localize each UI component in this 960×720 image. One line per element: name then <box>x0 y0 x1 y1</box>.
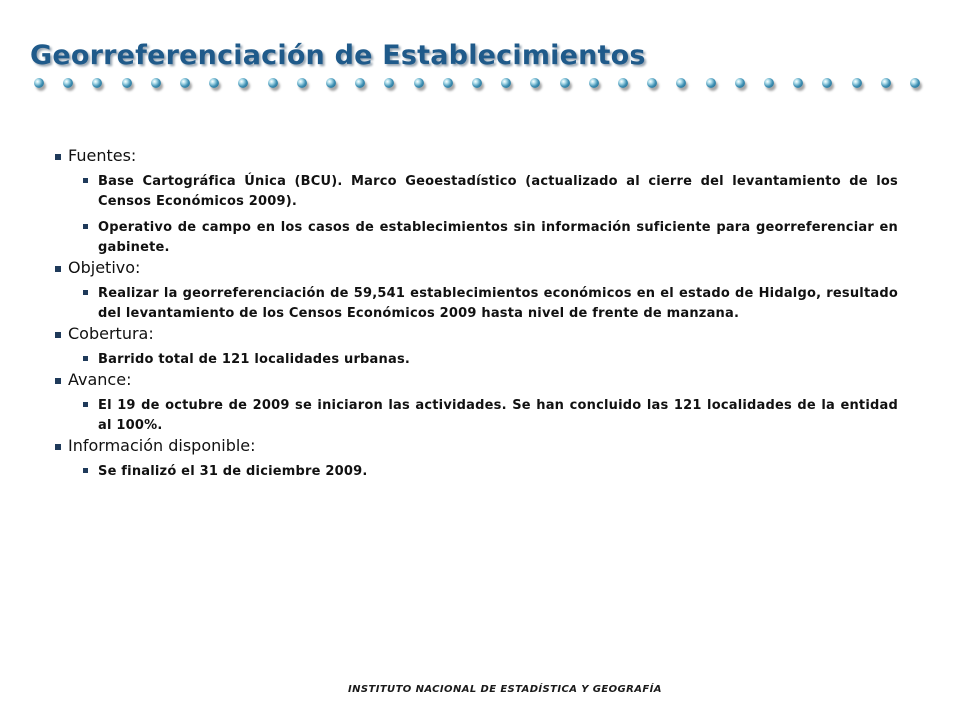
bead-dot-icon <box>122 78 132 88</box>
section-heading: Fuentes: <box>68 146 137 165</box>
section-item: Base Cartográfica Única (BCU). Marco Geoestadístico (actualizado al cierre del levantamiento de los Censos Económicos 2009). <box>98 174 898 209</box>
bead-dot-icon <box>560 78 570 88</box>
bead-dot-icon <box>881 78 891 88</box>
bead-dot-icon <box>268 78 278 88</box>
section-heading: Cobertura: <box>68 324 154 343</box>
bead-dot-icon <box>180 78 190 88</box>
square-bullet-icon <box>55 378 61 384</box>
bead-dot-icon <box>297 78 307 88</box>
square-bullet-icon <box>83 468 88 473</box>
bead-dot-icon <box>326 78 336 88</box>
section-informacion-disponible <box>55 436 898 482</box>
square-bullet-icon <box>83 290 88 295</box>
bead-dot-icon <box>384 78 394 88</box>
bead-dot-icon <box>618 78 628 88</box>
square-bullet-icon <box>55 332 61 338</box>
bead-dot-icon <box>472 78 482 88</box>
square-bullet-icon <box>83 402 88 407</box>
bead-dot-icon <box>793 78 803 88</box>
bead-dot-icon <box>209 78 219 88</box>
bead-dot-icon <box>764 78 774 88</box>
decorative-dot-line <box>34 78 934 98</box>
bead-dot-icon <box>852 78 862 88</box>
bead-dot-icon <box>910 78 920 88</box>
bead-dot-icon <box>706 78 716 88</box>
section-heading: Información disponible: <box>68 436 256 455</box>
bead-dot-icon <box>34 78 44 88</box>
section-item: Barrido total de 121 localidades urbanas. <box>98 352 411 367</box>
bead-dot-icon <box>414 78 424 88</box>
bead-dot-icon <box>151 78 161 88</box>
square-bullet-icon <box>83 224 88 229</box>
section-fuentes <box>55 146 898 258</box>
section-cobertura <box>55 324 898 370</box>
bead-dot-icon <box>647 78 657 88</box>
section-avance <box>55 370 898 436</box>
bead-dot-icon <box>589 78 599 88</box>
square-bullet-icon <box>83 178 88 183</box>
bead-dot-icon <box>735 78 745 88</box>
square-bullet-icon <box>55 444 61 450</box>
square-bullet-icon <box>55 154 61 160</box>
bead-dot-icon <box>530 78 540 88</box>
slide-title: Georreferenciación de Establecimientos <box>30 40 646 71</box>
square-bullet-icon <box>83 356 88 361</box>
bead-dot-icon <box>355 78 365 88</box>
section-item: Operativo de campo en los casos de establecimientos sin información suficiente para georreferenciar en gabinete. <box>98 220 898 255</box>
section-heading: Avance: <box>68 370 132 389</box>
section-item: El 19 de octubre de 2009 se iniciaron las actividades. Se han concluido las 121 localidades de la entidad al 100%. <box>98 398 898 433</box>
square-bullet-icon <box>55 266 61 272</box>
bead-dot-icon <box>676 78 686 88</box>
section-item: Realizar la georreferenciación de 59,541 establecimientos económicos en el estado de Hidalgo, resultado del levantamiento de los Censos Económicos 2009 hasta nivel de frente de manzana. <box>98 286 898 321</box>
slide-content <box>55 146 898 482</box>
bead-dot-icon <box>92 78 102 88</box>
bead-dot-icon <box>443 78 453 88</box>
bead-dot-icon <box>822 78 832 88</box>
section-heading: Objetivo: <box>68 258 141 277</box>
section-objetivo <box>55 258 898 324</box>
bead-dot-icon <box>63 78 73 88</box>
bead-dot-icon <box>501 78 511 88</box>
section-item: Se finalizó el 31 de diciembre 2009. <box>98 464 368 479</box>
footer-institution: INSTITUTO NACIONAL DE ESTADÍSTICA Y GEOGRAFÍA <box>348 684 662 695</box>
bead-dot-icon <box>238 78 248 88</box>
